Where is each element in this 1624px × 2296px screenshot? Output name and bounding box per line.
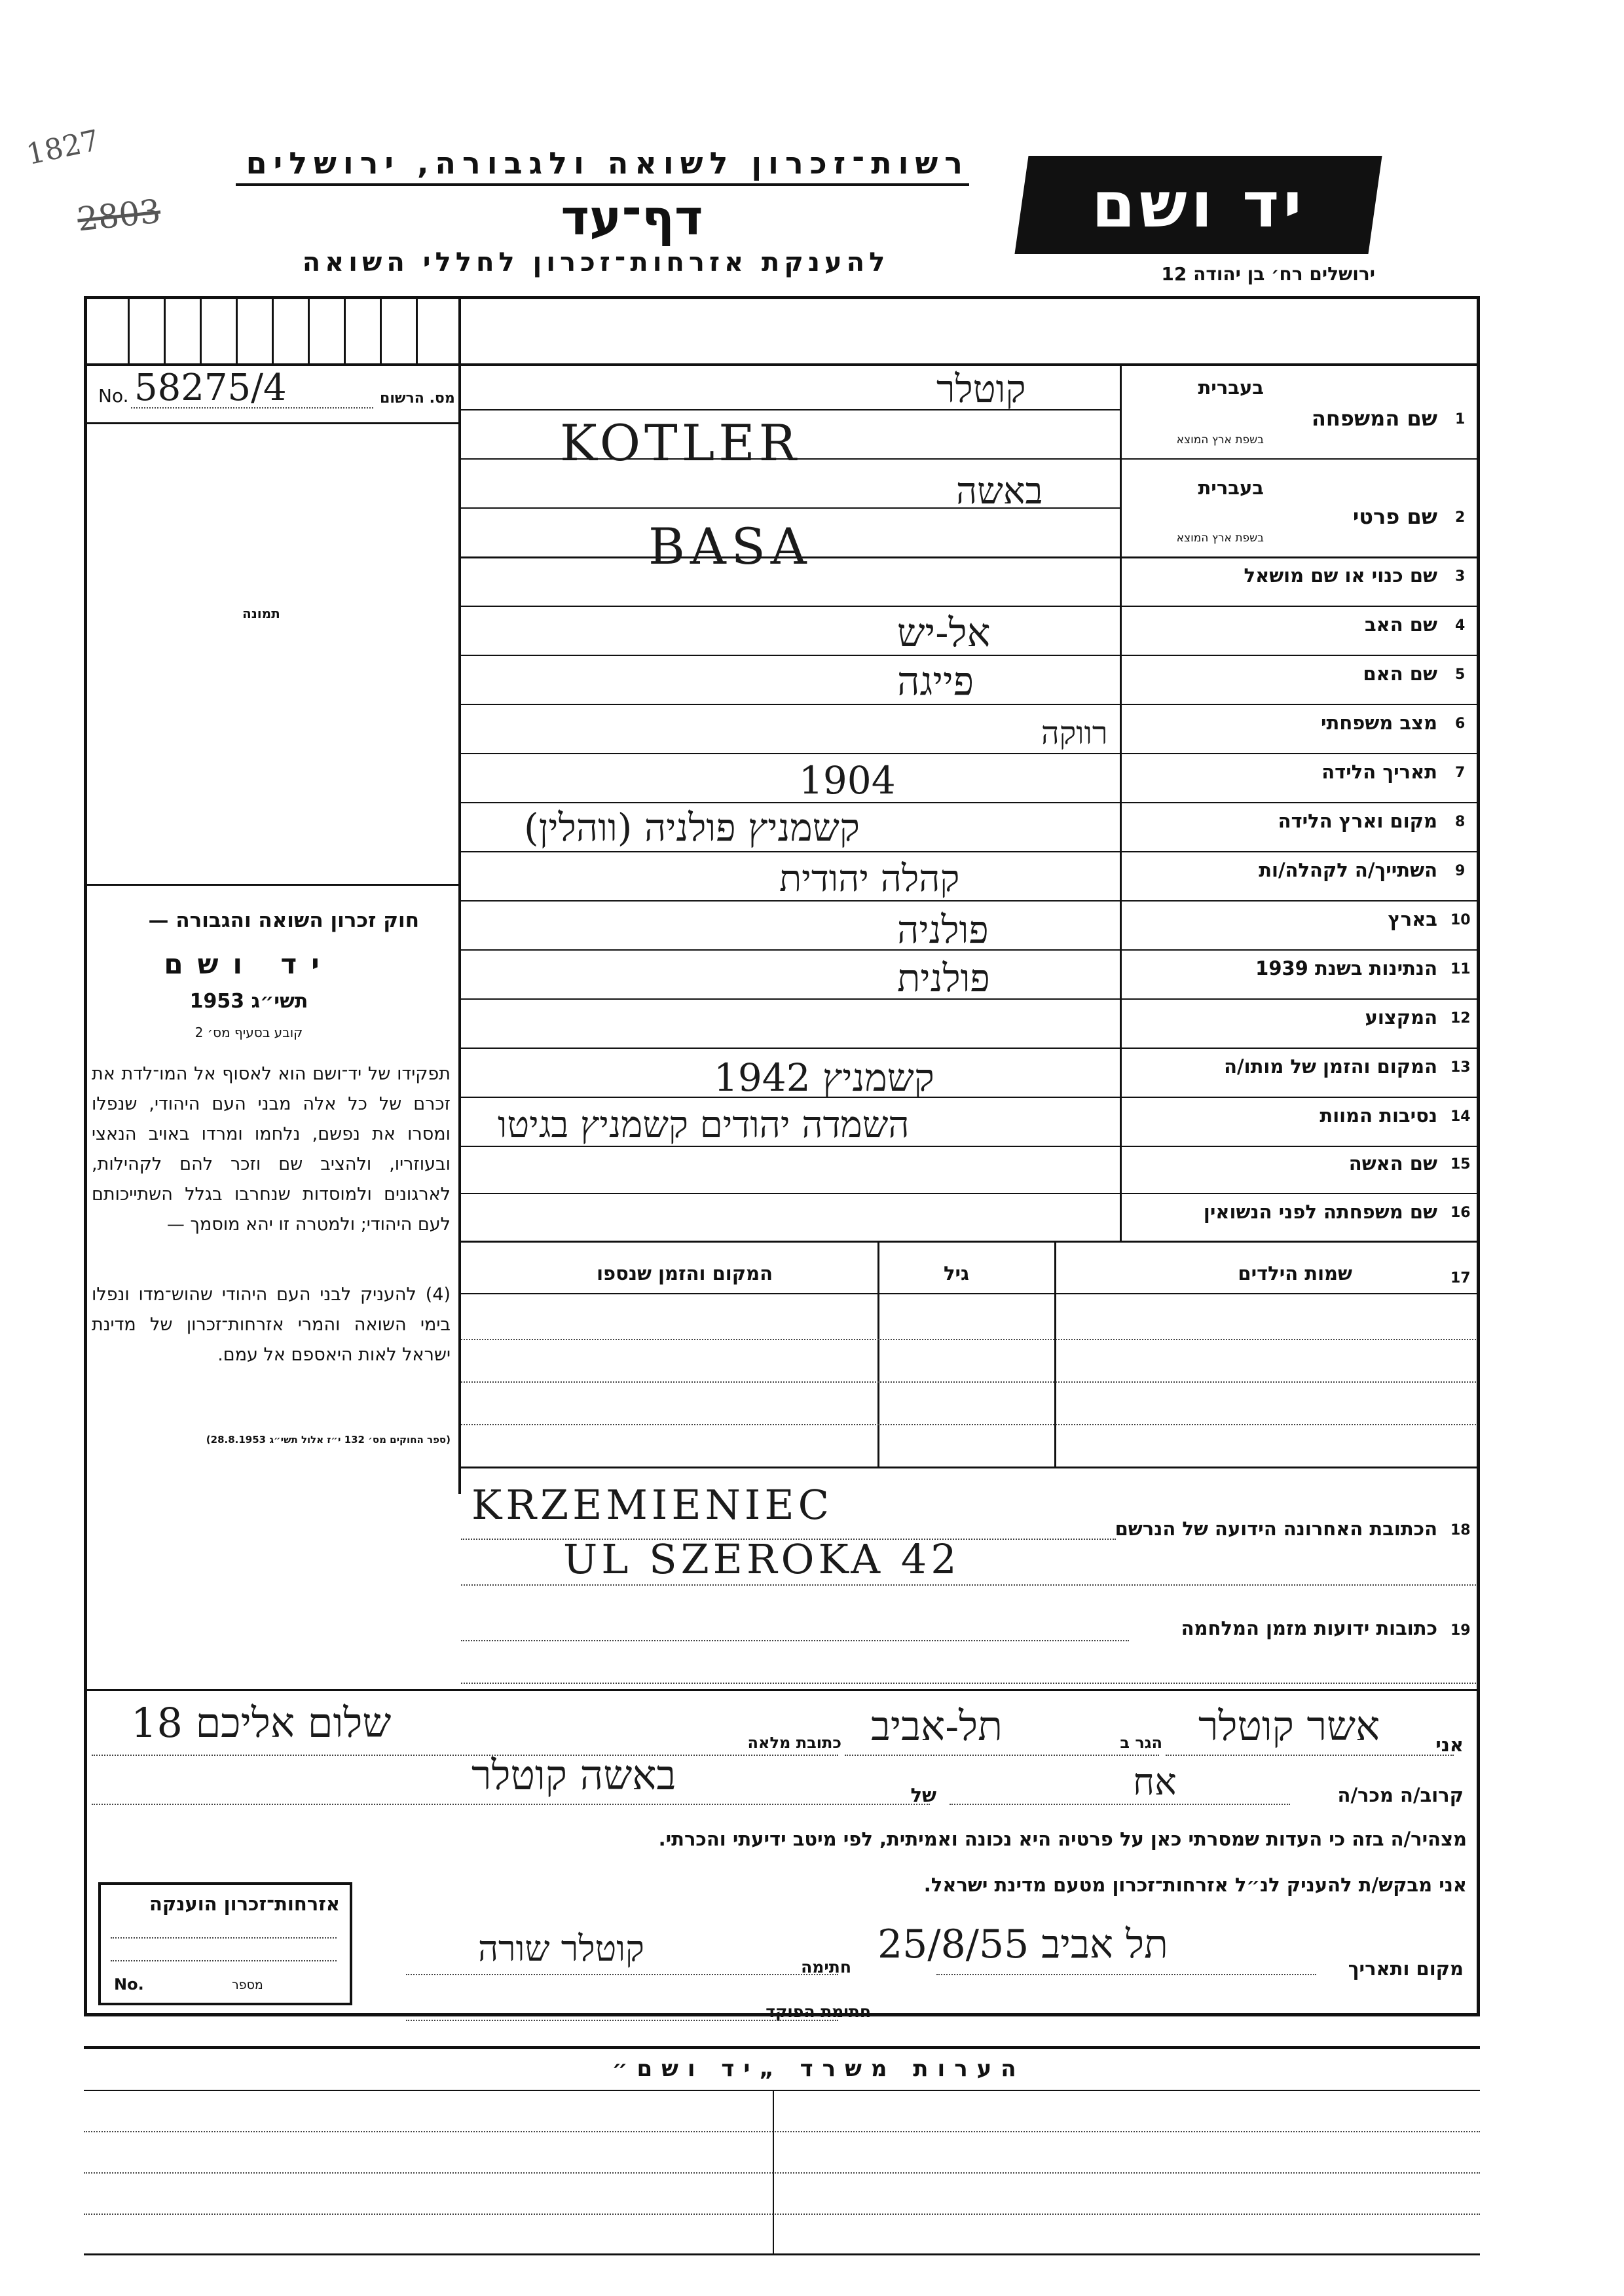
last-address-value-2: UL SZEROKA 42: [563, 1535, 961, 1583]
left-panel-divider: [458, 296, 461, 1494]
marital-value: רווקה: [1041, 715, 1108, 752]
registration-no-heb-label: מס. הרשום: [380, 390, 455, 407]
logo-address: ירושלים רח׳ בן יהודה 12: [1161, 263, 1375, 285]
value-line: [458, 1193, 1120, 1194]
remarks-title: הערות משרד „יד ושם״: [612, 2056, 1025, 2082]
decl-address-value: שלום אליכם 18: [131, 1699, 392, 1747]
decl-place-date-value: תל אביב 25/8/55: [877, 1922, 1168, 1967]
value-line: [458, 998, 1120, 1000]
remarks-row: [84, 2172, 1480, 2174]
country-value: פולניה: [897, 907, 989, 952]
frame-left: [84, 296, 87, 2016]
children-age-header: גיל: [943, 1262, 969, 1285]
box-sep: [308, 296, 310, 363]
children-bottom-line: [458, 1467, 1480, 1468]
decl-officer-line: [406, 2020, 838, 2021]
label-death-cause: נסיבות המוות: [1320, 1104, 1437, 1127]
field-num-7: 7: [1455, 765, 1466, 781]
label-surname-hebrew: בעברית: [1198, 376, 1264, 399]
row-divider: [1120, 704, 1480, 705]
remarks-line: [84, 2090, 1480, 2091]
children-col-sep: [1054, 1241, 1056, 1467]
value-line: [458, 704, 1120, 705]
label-last-address: הכתובת האחרונה הידועה של הנרשם: [1115, 1518, 1437, 1540]
row-divider: [1120, 900, 1480, 902]
decl-lives-label: הגר ב: [1120, 1734, 1162, 1752]
label-war-addresses: כתובות ידועות מזמן המלחמה: [1181, 1617, 1437, 1639]
decl-address-label: כתובת מלאה: [747, 1734, 841, 1752]
value-line: [458, 802, 1120, 803]
decl-statement-2: אני מבקש/ת להעניק לנ״ל אזרחות־זכרון מטעם מדינת ישראל.: [923, 1874, 1467, 1896]
corner-scribble-1: 1827: [23, 123, 103, 172]
last-address-line-2: [461, 1584, 1476, 1586]
row-divider: [1120, 606, 1480, 607]
label-mother: שם האם: [1363, 663, 1437, 685]
label-death: המקום והזמן של מותו/ה: [1224, 1055, 1437, 1078]
label-wife: שם האשה: [1348, 1152, 1437, 1175]
box-sep: [200, 296, 202, 363]
decl-me-label: אני: [1435, 1734, 1464, 1756]
children-col-sep: [877, 1241, 879, 1467]
box-sep: [416, 296, 418, 363]
row-divider: [1120, 1048, 1480, 1049]
field-num-9: 9: [1455, 863, 1466, 879]
law-clause: קובע בסעיף מס׳ 2: [194, 1025, 303, 1040]
registration-no-value: 58275/4: [134, 367, 287, 409]
law-title: חוק זכרון השואה והגבורה —: [148, 909, 419, 932]
label-father: שם האב: [1364, 613, 1437, 636]
row-divider: [458, 1241, 1480, 1243]
field-num-2: 2: [1455, 509, 1466, 526]
label-marital: מצב משפחתי: [1320, 712, 1437, 734]
row-divider: [1120, 753, 1480, 754]
remarks-row: [84, 2214, 1480, 2215]
authority-name: רשות־זכרון לשואה ולגבורה, ירושלים: [236, 145, 969, 186]
decl-relation-value: אח: [1133, 1761, 1177, 1804]
row-divider: [1120, 655, 1480, 656]
war-address-line-2: [461, 1683, 1476, 1684]
birth-date-value: 1904: [799, 758, 896, 803]
decl-relation-line: [950, 1804, 1290, 1805]
form-subtitle: להענקת אזרחות־זכרון לחללי השואה: [302, 247, 890, 278]
registration-no-label: No.: [98, 385, 129, 407]
grant-line: [111, 1937, 337, 1939]
logo-text: יד ושם: [1091, 168, 1306, 242]
decl-city-line: [845, 1755, 1159, 1756]
field-num-5: 5: [1455, 666, 1466, 683]
children-place-header: המקום והזמן שנספו: [597, 1262, 773, 1285]
children-row-line: [461, 1381, 1476, 1383]
children-row-line: [461, 1339, 1476, 1340]
value-line: [458, 655, 1120, 656]
death-cause-value: השמדה יהודים קשמניץ בגיטו: [498, 1104, 910, 1146]
last-address-value-1: KRZEMIENIEC: [471, 1481, 834, 1529]
field-num-4: 4: [1455, 617, 1466, 634]
decl-statement-1: מצהיר/ה בזה כי העדות שמסרתי כאן על פרטיה היא נכונה ואמיתית, לפי מיטב ידיעתי והכרתי.: [658, 1828, 1467, 1850]
surname-latin-value: KOTLER: [560, 414, 800, 472]
field-num-13: 13: [1450, 1059, 1471, 1076]
label-country: בארץ: [1388, 908, 1437, 930]
label-firstname: שם פרטי: [1352, 504, 1437, 529]
field-num-15: 15: [1450, 1156, 1471, 1173]
field-num-6: 6: [1455, 716, 1466, 732]
firstname-latin-value: BASA: [648, 517, 812, 575]
field-num-16: 16: [1450, 1205, 1471, 1221]
row-divider: [1120, 458, 1480, 460]
field-num-14: 14: [1450, 1108, 1471, 1125]
label-birth-place: מקום וארץ הלידה: [1278, 810, 1437, 832]
row-divider: [1120, 949, 1480, 951]
box-sep: [380, 296, 382, 363]
label-firstname-hebrew: בעברית: [1198, 477, 1264, 499]
decl-city-value: תל-אביב: [871, 1702, 1003, 1750]
citizenship-value: פולנית: [897, 956, 990, 1000]
top-boxes-divider: [84, 363, 1480, 366]
grant-line: [111, 1960, 337, 1961]
field-num-3: 3: [1455, 568, 1466, 585]
children-names-header: שמות הילדים: [1238, 1262, 1352, 1285]
mother-value: פייגה: [897, 659, 974, 704]
row-divider: [1120, 1097, 1480, 1098]
decl-place-date-line: [936, 1974, 1316, 1975]
value-line: [458, 753, 1120, 754]
label-community: השתייך/ה לקהלה/ות: [1259, 859, 1437, 881]
declaration-top-line: [84, 1689, 1480, 1691]
field-num-12: 12: [1450, 1010, 1471, 1027]
law-text-1: תפקידו של יד־ושם הוא לאסוף אל המו־לדת את זכרם של כל אלה מבני העם היהודי, שנפלו ומסרו את נפשם, נלחמו ומרדו באויב הנאצי ובעוזריו, ולהציב שם וזכר להם לקהילות, לארגונים ולמוסדות שנחרבו בגלל השתייכותם לעם היהודי; ולמטרה זו יהא מוסמך —: [92, 1064, 451, 1235]
label-birth-date: תאריך הלידה: [1321, 761, 1437, 783]
value-line: [458, 851, 1120, 852]
photo-divider: [84, 884, 461, 886]
field-num-8: 8: [1455, 814, 1466, 830]
grant-box-title: אזרחות־זכרון הוענקה: [149, 1893, 340, 1915]
yad-vashem-logo: [1014, 156, 1382, 254]
form-title: דף־עד: [561, 190, 703, 246]
community-value: קהלה יהודית: [779, 858, 960, 900]
row-divider: [1120, 1193, 1480, 1194]
label-citizenship: הנתינות בשנת 1939: [1255, 957, 1437, 979]
row-divider: [458, 556, 1480, 558]
law-text-2: (4) להעניק לבני העם היהודי שהוש־מדו ונפלו בימי השואה והמרי אזרחות־זכרון של מדינת ישראל לאות היאספם אל עמם.: [92, 1285, 451, 1365]
box-sep: [164, 296, 166, 363]
remarks-row: [84, 2131, 1480, 2132]
row-divider: [1120, 802, 1480, 803]
war-address-line: [461, 1640, 1129, 1641]
value-line: [458, 1048, 1120, 1049]
decl-of-value: באשה קוטלר: [471, 1751, 676, 1799]
birth-place-value: קשמניץ פולניה (ווהלין): [524, 805, 860, 850]
frame-top: [84, 296, 1480, 299]
label-profession: המקצוע: [1365, 1006, 1437, 1029]
row-divider: [1120, 851, 1480, 852]
decl-of-line: [92, 1804, 930, 1805]
remarks-bottom-line: [84, 2253, 1480, 2255]
father-value: אל-יש: [897, 610, 991, 656]
corner-scribble-2: 2803: [75, 192, 162, 239]
grant-box: [98, 1882, 352, 2005]
grant-no-label: No.: [114, 1975, 144, 1994]
decl-officer-label: חתימת הפוקד: [766, 2002, 871, 2021]
law-year: תשי״ג 1953: [189, 990, 308, 1013]
row-divider: [1120, 998, 1480, 1000]
children-header-line: [458, 1293, 1480, 1294]
field-num-1: 1: [1455, 411, 1466, 428]
box-sep: [344, 296, 346, 363]
decl-signature-label: חתימה: [801, 1958, 851, 1977]
law-name: יד ושם: [164, 948, 334, 980]
photo-placeholder-label: תמונה: [242, 606, 280, 621]
label-maiden-name: שם משפחתה לפני הנשואין: [1203, 1201, 1437, 1223]
firstname-hebrew-value: באשה: [956, 470, 1043, 513]
field-num-18: 18: [1450, 1522, 1471, 1539]
decl-address-line: [92, 1755, 838, 1756]
decl-name-line: [1166, 1755, 1454, 1756]
surname-hebrew-value: קוטלר: [936, 367, 1026, 411]
box-sep: [128, 296, 130, 363]
value-line: [458, 949, 1120, 951]
row-divider: [1120, 1146, 1480, 1147]
reg-divider: [84, 422, 461, 424]
grant-number-label: מספר: [232, 1978, 263, 1992]
frame-right: [1477, 296, 1480, 2016]
label-firstname-origin: בשפת ארץ המוצא: [1176, 532, 1264, 545]
decl-place-date-label: מקום ותאריך: [1348, 1958, 1464, 1980]
decl-signature-value: קוטלר שורה: [478, 1928, 644, 1969]
value-line: [458, 606, 1120, 607]
field-num-19: 19: [1450, 1622, 1471, 1639]
value-line: [458, 900, 1120, 902]
remarks-col-sep: [773, 2090, 774, 2253]
decl-name-value: אשר קוטלר: [1198, 1702, 1380, 1750]
label-nickname: שם כנוי או שם מושאל: [1244, 564, 1437, 587]
field-num-17: 17: [1450, 1270, 1471, 1286]
remarks-top-line: [84, 2046, 1480, 2049]
box-sep: [272, 296, 274, 363]
law-source: (ספר החוקים מס׳ 132 י״ז אלול תשי״ג 28.8.1953): [206, 1434, 451, 1446]
label-surname-origin: בשפת ארץ המוצא: [1176, 433, 1264, 446]
children-row-line: [461, 1424, 1476, 1425]
decl-of-label: של: [910, 1784, 936, 1806]
decl-relative-label: קרוב/ה מכר/ה: [1337, 1784, 1464, 1806]
death-value: קשמניץ 1942: [714, 1055, 934, 1100]
field-num-11: 11: [1450, 961, 1471, 977]
box-sep: [236, 296, 238, 363]
decl-signature-line: [406, 1974, 838, 1975]
field-num-10: 10: [1450, 912, 1471, 928]
label-surname: שם המשפחה: [1311, 406, 1437, 431]
